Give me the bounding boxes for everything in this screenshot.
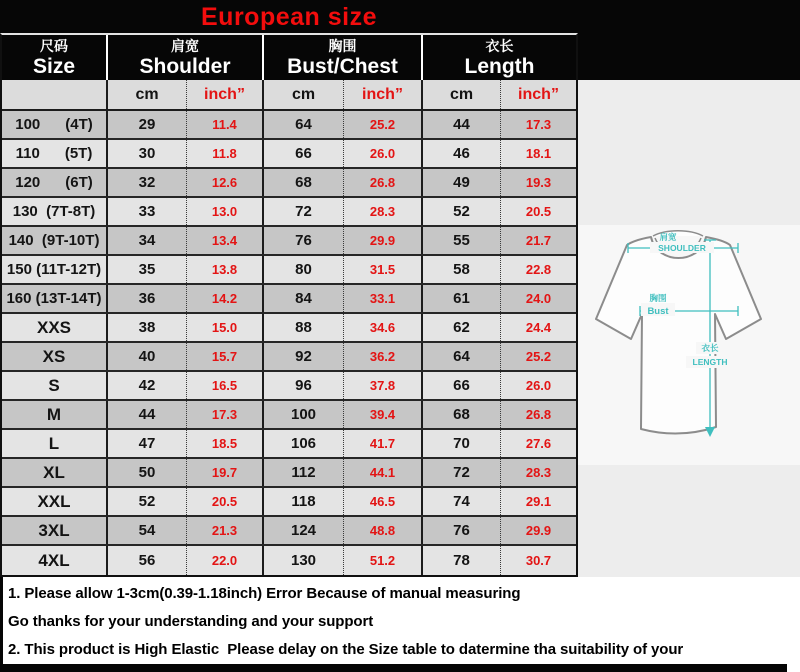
shoulder-in-cell: 12.6 [187, 169, 264, 196]
note-high-elastic: 2. This product is High Elastic Please delay on the Size table to datermine tha suitability of your [8, 641, 684, 658]
length-cm-cell: 52 [423, 198, 501, 225]
shoulder-cm-cell: 40 [108, 343, 187, 370]
bust-in-cell: 36.2 [344, 343, 423, 370]
bust-in-cell: 48.8 [344, 517, 423, 544]
length-in-cell: 18.1 [525, 146, 552, 161]
length-en-label: LENGTH [692, 357, 728, 367]
bust-en-label: Bust [647, 306, 669, 317]
table-row [2, 169, 576, 198]
shoulder-in-cell: 17.3 [187, 401, 264, 428]
page-title: European size [201, 3, 377, 31]
shoulder-in-cell: 11.4 [187, 111, 264, 138]
length-in-cell: 24.0 [525, 291, 552, 306]
shoulder-cm-cell: 35 [108, 256, 187, 283]
shoulder-cm-cell: 33 [108, 198, 187, 225]
bust-in-cell: 37.8 [344, 372, 423, 399]
bust-cm-cell: 112 [264, 459, 344, 486]
shoulder-in-cell: 22.0 [187, 546, 264, 575]
shoulder-cm-cell: 52 [108, 488, 187, 515]
bust-cm-cell: 68 [264, 169, 344, 196]
size-table [0, 33, 578, 577]
notes-section [0, 577, 800, 672]
size-table-body [2, 111, 576, 575]
size-cell: XXL [2, 488, 108, 515]
bust-cm-cell: 130 [264, 546, 344, 575]
length-cm-cell: 55 [423, 227, 501, 254]
table-row [2, 517, 576, 546]
size-cell: 150 (11T-12T) [2, 256, 108, 283]
size-cell: 100 (4T) [2, 111, 108, 138]
table-row [2, 372, 576, 401]
table-row [2, 401, 576, 430]
column-header-shoulder-zh: 肩宽 [171, 37, 199, 54]
column-header-length-zh: 衣长 [485, 37, 514, 54]
shoulder-cm-cell: 36 [108, 285, 187, 312]
table-row [2, 314, 576, 343]
diagram-panel [578, 80, 800, 577]
bust-cm-cell: 84 [264, 285, 344, 312]
bust-cm-cell: 92 [264, 343, 344, 370]
shoulder-zh-label: 肩宽 [659, 232, 677, 242]
bust-in-cell: 29.9 [344, 227, 423, 254]
footer-left-border [0, 577, 3, 664]
note-thanks: Go thanks for your understanding and your support [8, 613, 374, 630]
shoulder-in-cell: 20.5 [187, 488, 264, 515]
length-in-cell: 19.3 [525, 175, 552, 190]
shoulder-in-cell: 19.7 [187, 459, 264, 486]
tshirt-diagram-box [578, 225, 800, 465]
length-cm-cell: 44 [423, 111, 501, 138]
table-header-row [2, 35, 576, 80]
length-cm-cell: 64 [423, 343, 501, 370]
table-row [2, 459, 576, 488]
table-row [2, 343, 576, 372]
length-cm-cell: 72 [423, 459, 501, 486]
bust-cm-cell: 124 [264, 517, 344, 544]
shoulder-in-cell: 16.5 [187, 372, 264, 399]
shoulder-cm-cell: 38 [108, 314, 187, 341]
table-row [2, 198, 576, 227]
size-cell: 130 (7T-8T) [2, 198, 108, 225]
bust-cm-cell: 88 [264, 314, 344, 341]
size-cell: L [2, 430, 108, 457]
table-row [2, 140, 576, 169]
length-in-cell: 26.0 [525, 378, 552, 393]
length-cm-cell: 68 [423, 401, 501, 428]
length-cm-cell: 58 [423, 256, 501, 283]
unit-cm-bust: cm [264, 80, 344, 109]
tshirt-outline [596, 237, 761, 434]
bust-in-cell: 34.6 [344, 314, 423, 341]
size-cell: XL [2, 459, 108, 486]
shoulder-cm-cell: 54 [108, 517, 187, 544]
length-in-cell: 24.4 [525, 320, 552, 335]
column-header-shoulder [108, 35, 264, 80]
unit-cm-shoulder: cm [108, 80, 187, 109]
length-cm-cell: 76 [423, 517, 501, 544]
length-cm-cell: 74 [423, 488, 501, 515]
shoulder-cm-cell: 30 [108, 140, 187, 167]
bust-zh-label: 胸围 [649, 293, 667, 303]
size-cell: M [2, 401, 108, 428]
unit-inch-shoulder: inch” [187, 80, 264, 109]
bust-cm-cell: 100 [264, 401, 344, 428]
table-row [2, 488, 576, 517]
shoulder-in-cell: 18.5 [187, 430, 264, 457]
shoulder-cm-cell: 42 [108, 372, 187, 399]
bust-cm-cell: 118 [264, 488, 344, 515]
shoulder-in-cell: 13.0 [187, 198, 264, 225]
shoulder-in-cell: 14.2 [187, 285, 264, 312]
length-cm-cell: 78 [423, 546, 501, 575]
length-in-cell: 22.8 [525, 262, 552, 277]
column-header-size-en: Size [32, 54, 76, 78]
bust-in-cell: 26.8 [344, 169, 423, 196]
length-in-cell: 21.7 [525, 233, 552, 248]
size-cell: XXS [2, 314, 108, 341]
shoulder-in-cell: 13.4 [187, 227, 264, 254]
unit-inch-length: inch” [518, 85, 559, 103]
size-cell: 120 (6T) [2, 169, 108, 196]
shoulder-in-cell: 15.7 [187, 343, 264, 370]
shoulder-cm-cell: 32 [108, 169, 187, 196]
length-cm-cell: 61 [423, 285, 501, 312]
length-in-cell: 27.6 [525, 436, 552, 451]
column-header-size [2, 35, 108, 80]
size-cell: XS [2, 343, 108, 370]
length-cm-cell: 70 [423, 430, 501, 457]
size-cell: 110 (5T) [2, 140, 108, 167]
table-row [2, 227, 576, 256]
column-header-bust-zh: 胸围 [328, 37, 357, 54]
shoulder-in-cell: 13.8 [187, 256, 264, 283]
length-in-cell: 17.3 [525, 117, 552, 132]
table-row [2, 430, 576, 459]
length-cm-cell: 46 [423, 140, 501, 167]
bust-cm-cell: 66 [264, 140, 344, 167]
column-header-bust [264, 35, 423, 80]
length-in-cell: 20.5 [525, 204, 552, 219]
column-header-shoulder-en: Shoulder [139, 54, 231, 78]
bust-in-cell: 33.1 [344, 285, 423, 312]
length-in-cell: 29.9 [525, 523, 552, 538]
shoulder-cm-cell: 47 [108, 430, 187, 457]
size-cell: 4XL [2, 546, 108, 575]
size-cell: 140 (9T-10T) [2, 227, 108, 254]
table-row [2, 285, 576, 314]
length-cm-cell: 62 [423, 314, 501, 341]
bust-cm-cell: 72 [264, 198, 344, 225]
unit-inch-bust: inch” [344, 80, 423, 109]
bust-cm-cell: 106 [264, 430, 344, 457]
shoulder-cm-cell: 34 [108, 227, 187, 254]
length-arrowhead [705, 427, 715, 437]
bust-in-cell: 46.5 [344, 488, 423, 515]
shoulder-in-cell: 21.3 [187, 517, 264, 544]
size-cell: 160 (13T-14T) [2, 285, 108, 312]
column-header-length [423, 35, 576, 80]
unit-cm-length: cm [423, 80, 501, 109]
shoulder-cm-cell: 56 [108, 546, 187, 575]
column-header-size-zh: 尺码 [40, 37, 68, 54]
length-in-cell: 30.7 [525, 553, 552, 568]
note-measuring-error: 1. Please allow 1-3cm(0.39-1.18inch) Error Because of manual measuring [8, 585, 521, 602]
length-in-cell: 26.8 [525, 407, 552, 422]
column-header-bust-en: Bust/Chest [287, 54, 398, 78]
bust-in-cell: 25.2 [344, 111, 423, 138]
length-in-cell: 29.1 [525, 494, 552, 509]
bottom-black-bar [0, 664, 787, 672]
bust-cm-cell: 80 [264, 256, 344, 283]
bust-in-cell: 39.4 [344, 401, 423, 428]
shoulder-cm-cell: 44 [108, 401, 187, 428]
size-cell: 3XL [2, 517, 108, 544]
bust-cm-cell: 76 [264, 227, 344, 254]
bust-cm-cell: 96 [264, 372, 344, 399]
length-in-cell: 28.3 [525, 465, 552, 480]
length-zh-label: 衣长 [701, 343, 719, 353]
length-in-cell: 25.2 [525, 349, 552, 364]
unit-empty-cell [2, 80, 108, 109]
bust-cm-cell: 64 [264, 111, 344, 138]
bust-in-cell: 26.0 [344, 140, 423, 167]
bust-in-cell: 31.5 [344, 256, 423, 283]
table-row [2, 111, 576, 140]
tshirt-diagram [578, 225, 800, 465]
length-cm-cell: 66 [423, 372, 501, 399]
bust-in-cell: 44.1 [344, 459, 423, 486]
shoulder-cm-cell: 50 [108, 459, 187, 486]
shoulder-cm-cell: 29 [108, 111, 187, 138]
bust-in-cell: 51.2 [344, 546, 423, 575]
unit-header-row [2, 80, 576, 111]
table-row [2, 546, 576, 575]
column-header-length-en: Length [464, 54, 535, 78]
table-row [2, 256, 576, 285]
shoulder-en-label: SHOULDER [658, 243, 706, 253]
bust-in-cell: 28.3 [344, 198, 423, 225]
shoulder-in-cell: 15.0 [187, 314, 264, 341]
length-cm-cell: 49 [423, 169, 501, 196]
size-cell: S [2, 372, 108, 399]
shoulder-in-cell: 11.8 [187, 140, 264, 167]
bust-in-cell: 41.7 [344, 430, 423, 457]
